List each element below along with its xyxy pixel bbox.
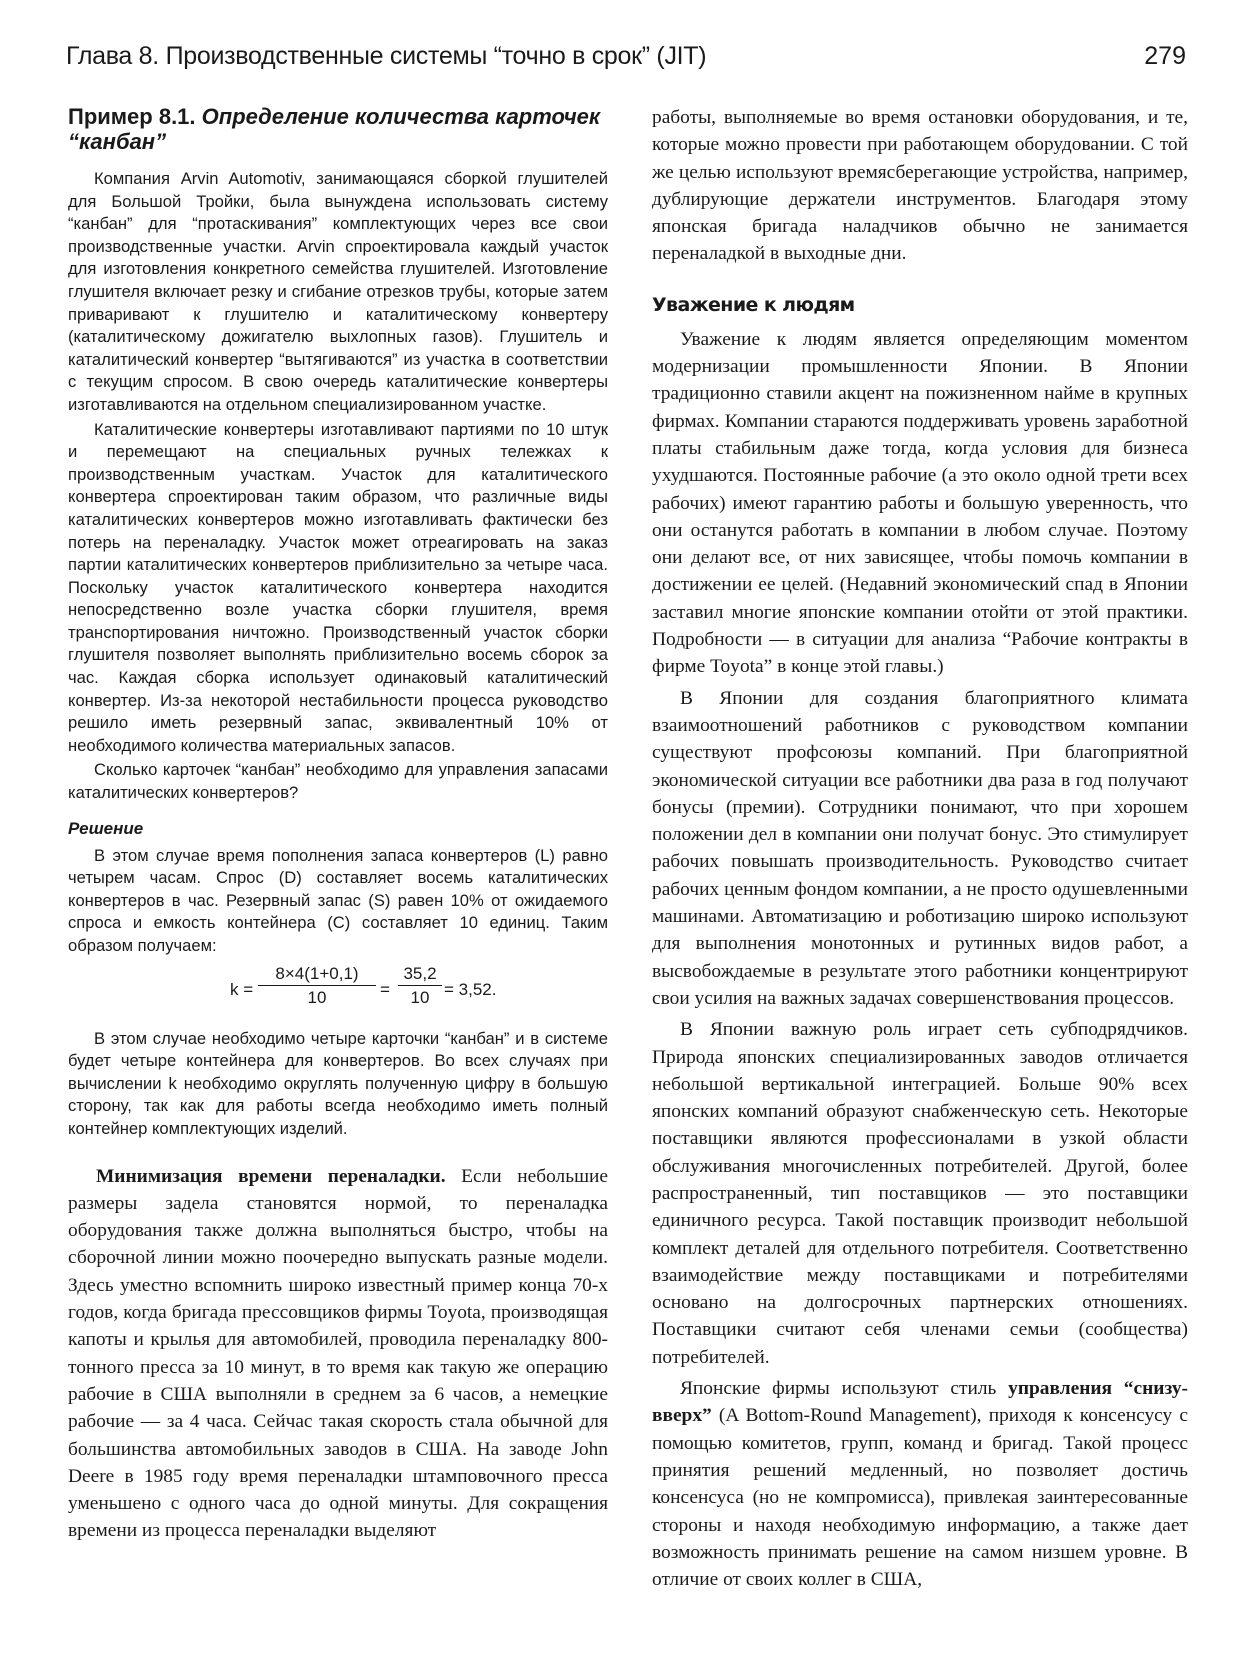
conclusion-body: [68, 1028, 608, 1141]
section-heading: Уважение к людям: [652, 293, 855, 316]
main-text-right: [652, 326, 1188, 1594]
body-paragraph: В Японии для создания благоприятного климата взаимоотношений работников с руководством компании существуют профсоюзы компаний. При благоприятной экономической ситуации все работники два раза в год получают бонусы (премии). Сотрудники понимают, что при хорошем положении дел в компании они получат бонус. Это стимулирует рабочих повышать производительность. Руководство считает рабочих ценным фондом компании, а не просто одушевленными машинами. Автоматизацию и роботизацию широко используют для выполнения монотонных и рутинных видов работ, а высвобождаемые в результате этого работники концентрируют свои усилия на важных задачах совершенствования процессов.: [652, 687, 1188, 1009]
example-paragraph: Каталитические конвертеры изготавливают партиями по 10 штук и перемещают на специальных ручных тележках к производственным участкам. Участок для каталитического конвертера спроектирован таким образом, что различные виды каталитических конвертеров можно изготавливать фактически без потерь на переналадку. Участок может отреагировать на заказ партии каталитических конвертеров приблизительно за четыре часа. Поскольку участок каталитического конвертера находится непосредственно возле участка сборки глушителя, время транспортирования ничтожно. Производственный участок сборки глушителя позволяет выполнять приблизительно восемь сборок за час. Каждая сборка использует одинаковый каталитический конвертер. Из-за некоторой нестабильности процесса руководство решило иметь резервный запас, эквивалентный 10% от необходимого количества материальных запасов.: [68, 419, 608, 755]
example-body: [68, 168, 608, 805]
formula-fraction-1: [258, 964, 376, 1008]
formula-denominator-1: 10: [307, 987, 327, 1007]
continuation-paragraph: работы, выполняемые во время остановки оборудования, и те, которые можно провести при работающем оборудовании. С той же целью используют времясберегающие устройства, например, дублирующие держатели инструментов. Благодаря этому японская бригада наладчиков обычно не занимается переналадкой в выходные дни.: [652, 107, 1188, 265]
formula-numerator-1: 8×4(1+0,1): [258, 964, 376, 986]
continuation-text: [652, 104, 1188, 268]
conclusion-paragraph: В этом случае необходимо четыре карточки “канбан” и в системе будет четыре контейнера для конвертеров. Во всех случаях при вычислении k необходимо округлять полученную цифру в большую сторону, так как для работы всегда необходимо иметь полный контейнер комплектующих изделий.: [68, 1028, 608, 1138]
solution-paragraph: В этом случае время пополнения запаса конвертеров (L) равно четырем часам. Спрос (D) составляет восемь каталитических конвертеров в час. Резервный запас (S) равен 10% от ожидаемого спроса и емкость контейнера (C) составляет 10 единиц. Таким образом получаем:: [68, 845, 608, 955]
body-paragraph: В Японии важную роль играет сеть субподрядчиков. Природа японских специализированных заводов отличается небольшой вертикальной интеграцией. Больше 90% всех японских компаний образуют снабженческую сеть. Некоторые поставщики являются профессионалами в узкой области обслуживания многочисленных потребителей. Другой, более распространенный, тип поставщиков — это поставщики единичного ресурса. Такой поставщик производит небольшой комплект деталей для отдельного потребителя. Соответственно взаимодействие между поставщиками и потребителями основано на долгосрочных партнерских отношениях. Поставщики считают себя членами семьи (сообщества) потребителей.: [652, 1019, 1188, 1368]
body-text: (A Bottom-Round Management), приходя к консенсусу с помощью комитетов, групп, команд и бригад. Такой процесс принятия решений медленный, но позволяет достичь консенсуса (но не компромисса), привлекая заинтересованные стороны и находя необходимую информацию, а также дает возможность принимать решение на самом низшем уровне. В отличие от своих коллег в США,: [652, 1405, 1188, 1591]
formula-fraction-2: [398, 964, 442, 1008]
formula-equals: =: [380, 979, 390, 999]
solution-body: [68, 845, 608, 958]
chapter-title: Глава 8. Производственные системы “точно в срок” (JIT): [66, 42, 707, 70]
running-header: [66, 42, 1186, 82]
run-in-heading: Минимизация времени переналадки.: [96, 1165, 446, 1187]
formula-result: = 3,52.: [444, 979, 497, 999]
formula-denominator-2: 10: [410, 987, 430, 1007]
example-paragraph: Компания Arvin Automotiv, занимающаяся сборкой глушителей для Большой Тройки, была вынуждена использовать систему “канбан” для “протаскивания” комплектующих через все свои производственные участки. Arvin спроектировала каждый участок для изготовления конкретного семейства глушителей. Изготовление глушителя включает резку и сгибание отрезков трубы, которые затем приваривают к глушителю и каталитическому конвертеру (каталитическому дожигателю выхлопных газов). Глушитель и каталитический конвертер “вытягиваются” из участка в соответствии с текущим спросом. В свою очередь каталитические конвертеры изготавливаются на отдельном специализированном участке.: [68, 169, 608, 414]
bold-term: управления “снизу-вверх”: [652, 1378, 1188, 1427]
body-text: Если небольшие размеры задела становятся нормой, то переналадка оборудования также должна выполняться быстро, чтобы на сборочной линии можно поочередно выпускать разные модели. Здесь уместно вспомнить широко известный пример конца 70-х годов, когда бригада прессовщиков фирмы Toyota, производящая капоты и крылья для автомобилей, проводила переналадку 800-тонного пресса за 10 минут, в то время как такую же операцию рабочие в США выполняли в среднем за 6 часов, а немецкие рабочие — за 4 часа. Сейчас такая скорость стала обычной для большинства автомобильных заводов в США. На заводе John Deere в 1985 году время переналадки штамповочного пресса уменьшено с одного часа до одной минуты. Для сокращения времени из процесса переналадки выделяют: [68, 1165, 608, 1542]
formula-numerator-2: 35,2: [398, 964, 442, 986]
right-column: [652, 104, 1188, 1593]
left-column: [68, 104, 608, 1545]
example-title-text: Определение количества карточек “канбан”: [68, 104, 601, 154]
formula-lhs: k =: [230, 979, 254, 999]
example-title: [68, 104, 608, 154]
body-paragraph: Уважение к людям является определяющим моментом модернизации промышленности Японии. В Японии традиционно ставили акцент на пожизненном найме в крупных фирмах. Компании стараются поддерживать уровень заработной платы стабильным даже тогда, когда условия для бизнеса ухудшаются. Постоянные рабочие (а это около одной трети всех рабочих) имеют гарантию работы и большую уверенность, что они останутся работать в компании в любом случае. Поэтому они делают все, от них зависящее, чтобы помочь компании в достижении ее целей. (Недавний экономический спад в Японии заставил многие японские компании отойти от этой практики. Подробности — в ситуации для анализа “Рабочие контракты в фирме Toyota” в конце этой главы.): [652, 328, 1188, 678]
body-paragraph: [652, 1375, 1188, 1593]
kanban-formula: [68, 964, 608, 1018]
page-number: 279: [1144, 42, 1186, 70]
example-title-prefix: Пример 8.1.: [68, 104, 196, 129]
body-paragraph: [68, 1163, 608, 1545]
solution-heading: Решение: [68, 818, 144, 838]
body-text: Японские фирмы используют стиль: [680, 1378, 997, 1400]
main-text-left: [68, 1163, 608, 1545]
example-paragraph: Сколько карточек “канбан” необходимо для управления запасами каталитических конвертеров?: [68, 760, 608, 803]
